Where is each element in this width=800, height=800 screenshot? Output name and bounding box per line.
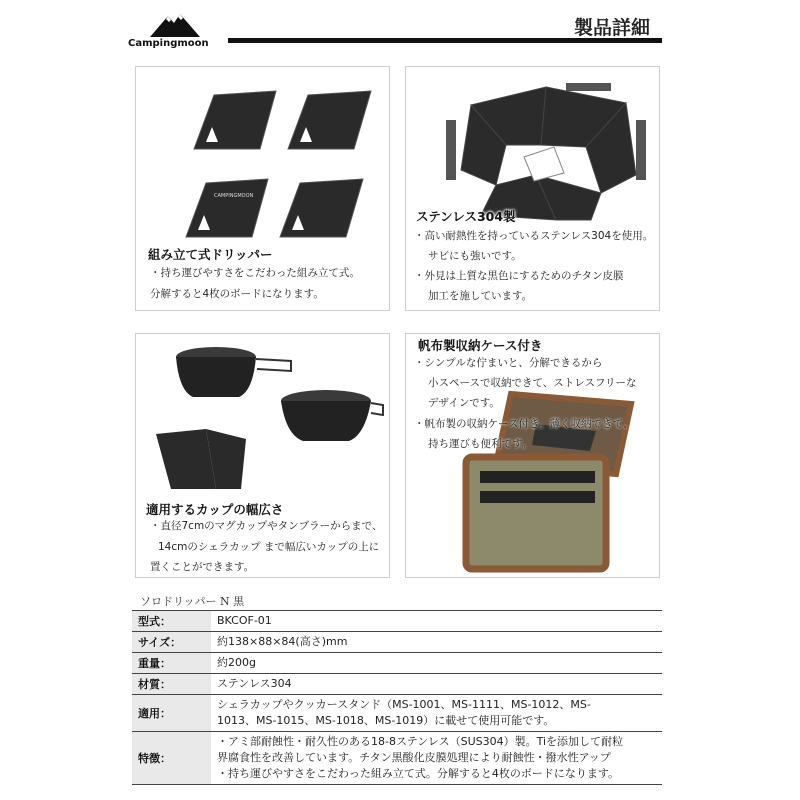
spec-row-model — [132, 611, 662, 632]
spec-label: 重量： — [132, 653, 211, 673]
spec-value: BKCOF-01 — [217, 614, 272, 627]
spec-row-size — [132, 632, 662, 653]
spec-value: ・アミ部耐蝕性・耐久性のある18-8ステンレス（SUS304）製。Tiを添加して耐粒 界腐食性を改善しています。チタン黒酸化皮膜処理により耐蝕性・撥水性アップ ・持ち運びやすさをこだわった組み立て式。分解すると4枚のボードになります。 — [217, 735, 624, 780]
spec-value: 約200g — [217, 656, 256, 669]
spec-row-features — [132, 732, 662, 785]
panel-text-line: ・高い耐熱性を持っているステンレス304を使用。 — [414, 230, 654, 242]
dripper-boards-illustration — [176, 87, 390, 262]
spec-label: 材質： — [132, 674, 211, 694]
board-engraving: CAMPINGMOON — [214, 193, 254, 199]
panel-text-line: 分解すると4枚のボードになります。 — [150, 288, 324, 300]
panel-title: ステンレス304製 — [416, 209, 516, 224]
logo-text: Campingmoon — [128, 38, 209, 49]
panel-text-line: 加工を施しています。 — [428, 290, 533, 302]
spec-value: シェラカップやクッカースタンド（MS-1001、MS-1111、MS-1012、MS- 1013、MS-1015、MS-1018、MS-1019）に載せて使用可能です。 — [217, 698, 591, 727]
cups-illustration — [151, 339, 386, 499]
spec-label: 特徴： — [132, 732, 211, 784]
spec-value: ステンレス304 — [217, 677, 292, 690]
product-name: ソロドリッパー N 黒 — [140, 595, 245, 608]
panel-cup-compatibility — [135, 333, 390, 578]
spec-row-compatibility — [132, 695, 662, 732]
spec-row-weight — [132, 653, 662, 674]
panel-title: 組み立て式ドリッパー — [148, 247, 273, 262]
brand-logo — [128, 10, 223, 50]
panel-storage-case — [405, 333, 660, 578]
mountain-logo-icon — [150, 10, 200, 38]
panel-assembled-dripper — [135, 66, 390, 311]
panel-text-line: 小スペースで収納できて、ストレスフリーな — [428, 377, 637, 389]
page-header — [0, 0, 800, 60]
panel-text-line: ・直径7cmのマグカップやタンブラーからまで、 — [150, 520, 383, 532]
panel-text-line: 置くことができます。 — [150, 561, 255, 573]
panel-text-line: ・外見は上質な黒色にするためのチタン皮膜 — [414, 270, 624, 282]
spec-row-material — [132, 674, 662, 695]
panel-text-line: 持ち運びも便利です。 — [428, 438, 533, 450]
panel-text-line: 14cmのシェラカップ まで幅広いカップの上に — [158, 541, 380, 553]
cup-icon — [176, 347, 291, 397]
panel-text-line: サビにも強いです。 — [428, 250, 522, 262]
panel-text-line: ・帆布製の収納ケース付き。薄く収納できて、 — [414, 418, 634, 430]
spec-table — [132, 610, 662, 785]
spec-label: 適用： — [132, 695, 211, 731]
page-title: 製品詳細 — [574, 17, 651, 39]
dripper-stand-icon — [156, 429, 246, 489]
panel-text-line: デザインです。 — [428, 397, 500, 409]
panel-title: 帆布製収納ケース付き — [418, 338, 543, 353]
panel-text-line: ・持ち運びやすさをこだわった組み立て式。 — [150, 267, 360, 279]
cup-icon — [281, 390, 383, 441]
spec-label: 型式： — [132, 611, 211, 631]
panel-title: 適用するカップの幅広さ — [146, 502, 284, 517]
panel-text-line: ・シンプルな佇まいと、分解できるから — [414, 357, 603, 369]
panel-stainless — [405, 66, 660, 311]
dripper-top-view-illustration — [436, 75, 656, 225]
spec-label: サイズ： — [132, 632, 211, 652]
spec-value: 約138×88×84(高さ)mm — [217, 635, 348, 648]
